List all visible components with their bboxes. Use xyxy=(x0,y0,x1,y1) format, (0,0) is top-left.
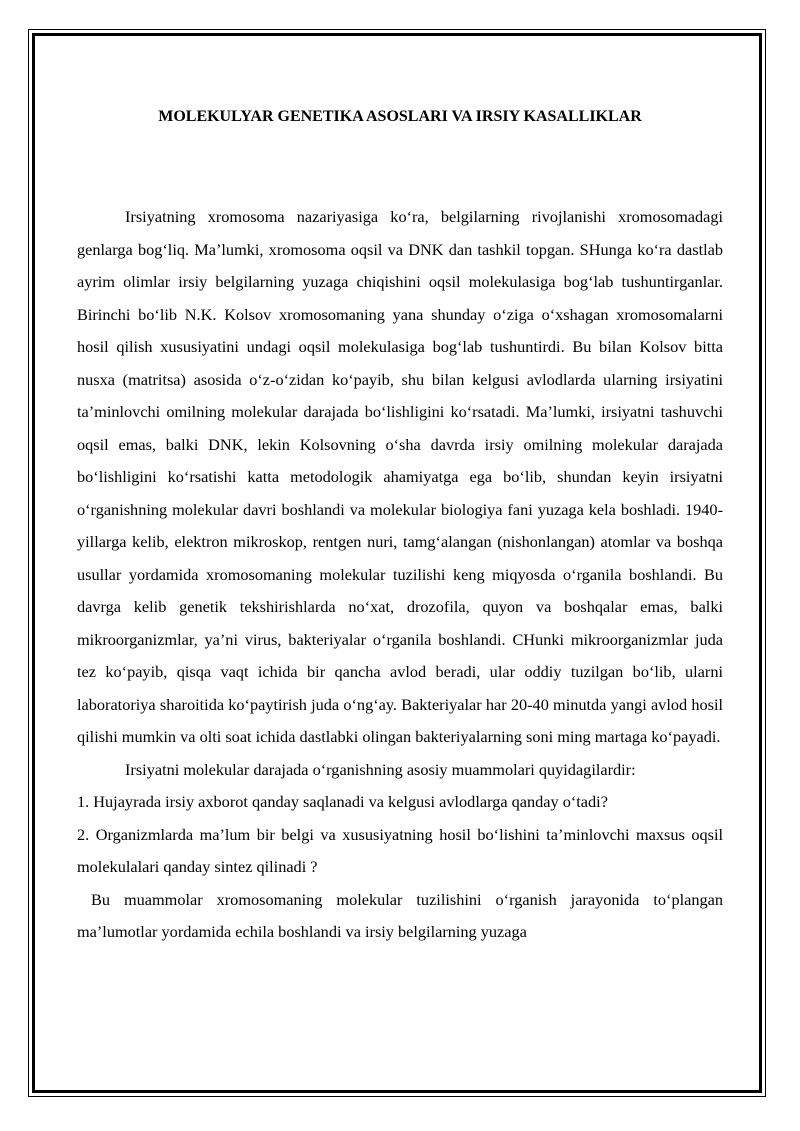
paragraph-problems-intro: Irsiyatni molekular darajada o‘rganishning asosiy muammolari quyidagilardir: xyxy=(125,759,636,779)
document-title: MOLEKULYAR GENETIKA ASOSLARI VA IRSIY KASALLIKLAR xyxy=(158,108,642,125)
document-body xyxy=(77,108,723,949)
paragraph-closing: Bu muammolar xromosomaning molekular tuzilishini o‘rganish jarayonida to‘plangan ma’lumotlar yordamida echila boshlandi va irsiy belgilarning yuzaga xyxy=(77,889,723,941)
list-item-1: 1. Hujayrada irsiy axborot qanday saqlanadi va kelgusi avlodlarga qanday o‘tadi? xyxy=(77,792,608,811)
list-item-2: 2. Organizmlarda ma’lum bir belgi va xususiyatning hosil bo‘lishini ta’minlovchi maxsus oqsil molekulalari qanday sintez qilinadi ? xyxy=(77,824,723,876)
paragraph-intro: Irsiyatning xromosoma nazariyasiga ko‘ra, belgilarning rivojlanishi xromosomadagi genlarga bog‘liq. Ma’lumki, xromosoma oqsil va DNK dan tashkil topgan. SHunga ko‘ra dastlab ayrim olimlar irsiy belgilarning yuzaga chiqishini oqsil molekulasiga bog‘lab tushuntirganlar. Birinchi bo‘lib N.K. Kolsov xromosomaning yana shunday o‘ziga o‘xshagan xromosomalarni hosil qilish xususiyatini undagi oqsil molekulasiga bog‘lab tushuntirdi. Bu bilan Kolsov bitta nusxa (matritsa) asosida o‘z-o‘zidan ko‘payib, shu bilan kelgusi avlodlarda ularning irsiyatini ta’minlovchi omilning molekular darajada bo‘lishligini ko‘rsatadi. Ma’lumki, irsiyatni tashuvchi oqsil emas, balki DNK, lekin Kolsovning o‘sha davrda irsiy omilning molekular darajada bo‘lishligini ko‘rsatishi katta metodologik ahamiyatga ega bo‘lib, shundan keyin irsiyatni o‘rganishning molekular davri boshlandi va molekular biologiya fani yuzaga kela boshladi. 1940-yillarga kelib, elektron mikroskop, rentgen nuri, tamg‘alangan (nishonlangan) atomlar va boshqa usullar yordamida xromosomaning molekular tuzilishi keng miqyosda o‘rganila boshlandi. Bu davrga kelib genetik tekshirishlarda no‘xat, drozofila, quyon va boshqalar emas, balki mikroorganizmlar, ya’ni virus, bakteriyalar o‘rganila boshlandi. CHunki mikroorganizmlar juda tez ko‘payib, qisqa vaqt ichida bir qancha avlod beradi, ular oddiy tuzilgan bo‘lib, ularni laboratoriya sharoitida ko‘paytirish juda o‘ng‘ay. Bakteriyalar har 20-40 minutda yangi avlod hosil qilishi mumkin va olti soat ichida dastlabki olingan bakteriyalarning soni ming martaga ko‘payadi. xyxy=(77,207,723,746)
